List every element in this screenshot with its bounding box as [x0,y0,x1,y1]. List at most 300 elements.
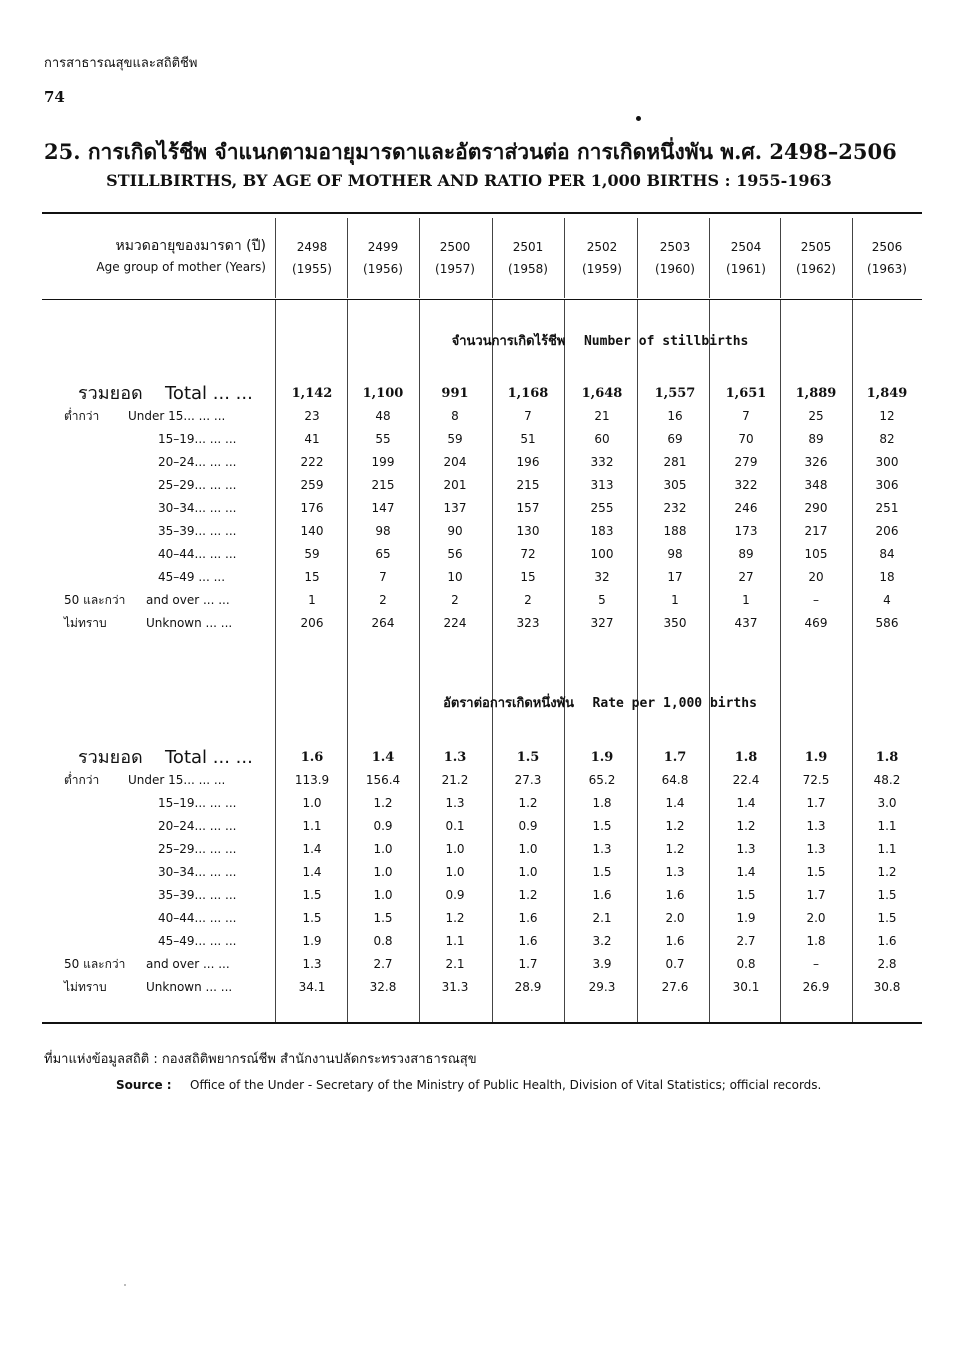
year-header [639,236,711,280]
table-cell: 82 [879,432,895,446]
table-cell: 1.9 [804,750,828,765]
table-cell: 29.3 [588,980,616,994]
row-label-english: 45–49... ... ... [158,934,237,948]
table-cell: 65.2 [588,773,616,787]
table-cell: 69 [667,432,683,446]
year-header [276,236,348,280]
table-title-thai: 25. การเกิดไร้ชีพ จำแนกตามอายุมารดาและอัตราส่วนต่อ การเกิดหนึ่งพัน พ.ศ. 2498–2506 [44,139,897,164]
row-label-english: and over ... ... [146,593,230,607]
table-cell: 1.8 [592,796,612,810]
table-bottom-rule [42,1022,922,1024]
table-cell: 48 [375,409,391,423]
table-cell: 323 [516,616,540,630]
table-cell: 65 [375,547,391,561]
table-row [0,907,966,930]
table-cell: 2.0 [665,911,685,925]
table-row [0,815,966,838]
table-cell: 1.3 [302,957,322,971]
row-label-english: 20–24... ... ... [158,819,237,833]
table-cell: 327 [590,616,614,630]
table-cell: 55 [375,432,391,446]
table-cell: 290 [804,501,828,515]
table-cell: 232 [663,501,687,515]
table-cell: 183 [590,524,614,538]
table-cell: 2 [451,593,459,607]
row-label-english: 25–29... ... ... [158,842,237,856]
table-cell: 27 [738,570,754,584]
table-row [0,474,966,497]
table-cell: 113.9 [294,773,330,787]
year-header-be: 2506 [871,240,903,254]
table-cell: 0.9 [518,819,538,833]
year-header-be: 2498 [296,240,328,254]
table-cell: 1.0 [445,865,465,879]
table-cell: 84 [879,547,895,561]
table-cell: 30.8 [873,980,901,994]
table-cell: 1.5 [516,750,540,765]
table-cell: 1.6 [877,934,897,948]
table-cell: 1.5 [736,888,756,902]
table-cell: 1.2 [665,819,685,833]
table-cell: 26.9 [802,980,830,994]
table-cell: 89 [808,432,824,446]
column-divider [564,218,565,298]
table-row [0,884,966,907]
year-header-ce: (1961) [726,262,766,276]
table-cell: 1.2 [518,888,538,902]
table-cell: 1.5 [592,819,612,833]
table-cell: 222 [300,455,324,469]
table-cell: 1,557 [654,386,696,401]
table-cell: 59 [447,432,463,446]
year-header-be: 2503 [659,240,691,254]
table-cell: 255 [590,501,614,515]
table-cell: 16 [667,409,683,423]
table-cell: 105 [804,547,828,561]
year-header-ce: (1959) [582,262,622,276]
row-label-thai: 50 และกว่า [64,593,126,607]
table-cell: 1,889 [795,386,837,401]
table-row [0,497,966,520]
row-label-english: 15–19... ... ... [158,432,237,446]
table-cell: 1.4 [736,796,756,810]
table-cell: 196 [516,455,540,469]
table-cell: 1.3 [592,842,612,856]
print-dot [636,116,641,121]
table-cell: 1.6 [300,750,324,765]
table-cell: 1,849 [866,386,908,401]
table-cell: 1.6 [665,934,685,948]
source-label: Source : [116,1078,172,1092]
table-cell: 41 [304,432,320,446]
table-cell: 224 [443,616,467,630]
table-cell: 23 [304,409,320,423]
table-cell: 7 [379,570,387,584]
table-cell: 1.1 [445,934,465,948]
source-text: Office of the Under - Secretary of the Ministry of Public Health, Division of Vital Statistics; official records. [190,1078,822,1092]
row-label-english: 45–49 ... ... [158,570,226,584]
table-cell: 2.7 [373,957,393,971]
table-cell: 2.8 [877,957,897,971]
section-heading-counts [280,330,920,351]
table-cell: 1.7 [518,957,538,971]
table-cell: 306 [875,478,899,492]
table-cell: 60 [594,432,610,446]
table-cell: 1.8 [734,750,758,765]
table-cell: 1.4 [302,842,322,856]
table-cell: 350 [663,616,687,630]
table-row [0,612,966,635]
table-cell: 206 [300,616,324,630]
table-cell: 991 [441,386,469,401]
table-cell: 27.3 [514,773,542,787]
table-cell: 3.9 [592,957,612,971]
table-cell: 215 [371,478,395,492]
table-cell: 59 [304,547,320,561]
table-cell: 1.0 [518,865,538,879]
year-header-be: 2499 [367,240,399,254]
table-cell: 469 [804,616,828,630]
table-cell: 2 [524,593,532,607]
table-cell: 8 [451,409,459,423]
table-cell: 1.0 [445,842,465,856]
table-cell: 0.8 [373,934,393,948]
row-label-thai: ไม่ทราบ [64,616,107,630]
year-header-ce: (1958) [508,262,548,276]
row-label-english: 25–29... ... ... [158,478,237,492]
stub-header-english: Age group of mother (Years) [96,260,266,274]
table-cell: 1,651 [725,386,767,401]
source-thai: ที่มาแห่งข้อมูลสถิติ : กองสถิติพยากรณ์ชีพ สำนักงานปลัดกระทรวงสาธารณสุข [44,1052,477,1067]
table-cell: 1.4 [302,865,322,879]
table-cell: 1.2 [373,796,393,810]
table-cell: 1.4 [371,750,395,765]
table-cell: 1.2 [736,819,756,833]
table-cell: 2 [379,593,387,607]
table-cell: 1.5 [302,911,322,925]
row-label-english: 20–24... ... ... [158,455,237,469]
row-label-thai: 50 และกว่า [64,957,126,971]
table-cell: 1.0 [373,865,393,879]
table-cell: 1.7 [663,750,687,765]
table-cell: 1 [671,593,679,607]
table-cell: 1.6 [592,888,612,902]
table-cell: 64.8 [661,773,689,787]
stub-header [44,236,266,278]
table-cell: 89 [738,547,754,561]
table-cell: 3.0 [877,796,897,810]
table-cell: 157 [516,501,540,515]
table-cell: 264 [371,616,395,630]
table-cell: 140 [300,524,324,538]
row-label-english: 30–34... ... ... [158,865,237,879]
table-cell: 1.5 [877,911,897,925]
table-row-total [0,746,966,769]
table-cell: 17 [667,570,683,584]
year-header-ce: (1956) [363,262,403,276]
table-cell: 2.7 [736,934,756,948]
table-cell: 28.9 [514,980,542,994]
table-cell: 7 [742,409,750,423]
row-label-english: 15–19... ... ... [158,796,237,810]
table-cell: 1.3 [736,842,756,856]
table-cell: 1.9 [736,911,756,925]
table-cell: 51 [520,432,536,446]
year-header-ce: (1962) [796,262,836,276]
table-cell: 1.7 [806,796,826,810]
table-cell: 1.3 [665,865,685,879]
table-cell: 279 [734,455,758,469]
table-cell: 4 [883,593,891,607]
table-cell: 1.5 [592,865,612,879]
table-cell: 313 [590,478,614,492]
table-cell: 305 [663,478,687,492]
table-cell: 15 [304,570,320,584]
table-cell: 31.3 [441,980,469,994]
table-cell: 1.2 [877,865,897,879]
table-cell: 1.0 [373,888,393,902]
year-header [566,236,638,280]
row-label-english: Unknown ... ... [146,616,233,630]
row-label-english: Total ... ... [165,747,253,768]
column-divider [780,218,781,298]
table-cell: 1.6 [518,911,538,925]
table-cell: 1.4 [736,865,756,879]
table-cell: 201 [443,478,467,492]
row-label-english: and over ... ... [146,957,230,971]
table-row [0,930,966,953]
table-cell: 156.4 [365,773,401,787]
table-cell: 199 [371,455,395,469]
table-cell: 98 [667,547,683,561]
table-cell: 204 [443,455,467,469]
table-cell: 32.8 [369,980,397,994]
table-cell: 326 [804,455,828,469]
table-cell: 56 [447,547,463,561]
row-label-english: Unknown ... ... [146,980,233,994]
table-cell: 332 [590,455,614,469]
table-cell: 1.9 [590,750,614,765]
source-english [116,1076,902,1095]
row-label-english: Under 15... ... ... [128,409,226,423]
year-header-be: 2504 [730,240,762,254]
table-row [0,520,966,543]
table-cell: 188 [663,524,687,538]
table-cell: 2.1 [592,911,612,925]
table-cell: 1.0 [373,842,393,856]
table-cell: 246 [734,501,758,515]
table-cell: 1,100 [362,386,404,401]
table-cell: 1,142 [291,386,333,401]
table-cell: 22.4 [732,773,760,787]
table-cell: 34.1 [298,980,326,994]
section-heading-rates-english: Rate per 1,000 births [592,696,757,711]
table-cell: 70 [738,432,754,446]
table-cell: 130 [516,524,540,538]
table-cell: 1.3 [445,796,465,810]
table-cell: 30.1 [732,980,760,994]
row-label-thai: รวมยอด [78,747,143,768]
table-row [0,792,966,815]
table-cell: 1,648 [581,386,623,401]
year-header-be: 2501 [512,240,544,254]
year-header [419,236,491,280]
table-cell: 1 [742,593,750,607]
year-header-ce: (1957) [435,262,475,276]
year-header-ce: (1955) [292,262,332,276]
table-cell: 206 [875,524,899,538]
table-row [0,428,966,451]
table-cell: 1.4 [665,796,685,810]
column-divider [419,218,420,298]
row-label-thai: ต่ำกว่า [64,773,100,787]
table-cell: 1.2 [665,842,685,856]
table-cell: 32 [594,570,610,584]
paper-speck [124,1284,126,1286]
section-heading-rates [280,692,920,713]
table-cell: 1.1 [877,819,897,833]
table-row [0,769,966,792]
table-cell: 147 [371,501,395,515]
row-label-english: Under 15... ... ... [128,773,226,787]
table-cell: 1.3 [806,842,826,856]
table-cell: 1 [308,593,316,607]
table-cell: 27.6 [661,980,689,994]
year-header [347,236,419,280]
table-cell: 0.7 [665,957,685,971]
table-cell: 48.2 [873,773,901,787]
table-cell: 0.9 [373,819,393,833]
table-cell: 300 [875,455,899,469]
table-cell: 10 [447,570,463,584]
table-cell: 1.0 [302,796,322,810]
table-row [0,543,966,566]
row-label-english: 30–34... ... ... [158,501,237,515]
table-cell: 2.0 [806,911,826,925]
table-cell: 176 [300,501,324,515]
year-header-be: 2505 [800,240,832,254]
column-divider [637,218,638,298]
table-header-rule [42,299,922,300]
table-cell: 20 [808,570,824,584]
table-cell: 281 [663,455,687,469]
table-cell: 1.3 [443,750,467,765]
section-heading-counts-english: Number of stillbirths [583,334,749,349]
table-row [0,838,966,861]
table-cell: 586 [875,616,899,630]
table-cell: 0.1 [445,819,465,833]
row-label-english: 35–39... ... ... [158,524,237,538]
table-row [0,953,966,976]
table-cell: 0.8 [736,957,756,971]
table-cell: 1.3 [806,819,826,833]
table-cell: 98 [375,524,391,538]
table-cell: 1.2 [518,796,538,810]
table-cell: 1.5 [806,865,826,879]
table-row [0,451,966,474]
running-head: การสาธารณสุขและสถิติชีพ [44,56,198,71]
table-cell: – [813,593,819,607]
year-header-be: 2500 [439,240,471,254]
table-cell: 100 [590,547,614,561]
column-divider [709,218,710,298]
section-heading-rates-thai: อัตราต่อการเกิดหนึ่งพัน [443,696,575,711]
table-cell: 251 [875,501,899,515]
table-cell: 2.1 [445,957,465,971]
table-cell: 173 [734,524,758,538]
table-row [0,976,966,999]
page-number: 74 [44,88,65,106]
table-top-rule [42,212,922,214]
table-cell: 259 [300,478,324,492]
section-heading-counts-thai: จำนวนการเกิดไร้ชีพ [451,334,566,349]
column-divider [852,218,853,298]
row-label-thai: รวมยอด [78,383,143,404]
table-cell: 1.1 [302,819,322,833]
table-cell: 1.5 [373,911,393,925]
table-cell: 15 [520,570,536,584]
row-label-english: 40–44... ... ... [158,911,237,925]
year-header [851,236,923,280]
table-cell: 1.5 [302,888,322,902]
table-cell: 1.7 [806,888,826,902]
row-label-thai: ต่ำกว่า [64,409,100,423]
table-row-total [0,382,966,405]
table-cell: 215 [516,478,540,492]
year-header-ce: (1960) [655,262,695,276]
table-cell: 348 [804,478,828,492]
row-label-english: 35–39... ... ... [158,888,237,902]
table-cell: – [813,957,819,971]
table-cell: 18 [879,570,895,584]
table-cell: 1.8 [875,750,899,765]
table-cell: 437 [734,616,758,630]
table-row [0,566,966,589]
year-header-be: 2502 [586,240,618,254]
table-cell: 12 [879,409,895,423]
table-cell: 3.2 [592,934,612,948]
column-divider [492,218,493,298]
year-header-ce: (1963) [867,262,907,276]
table-cell: 322 [734,478,758,492]
table-cell: 1.6 [665,888,685,902]
table-cell: 1.6 [518,934,538,948]
table-cell: 137 [443,501,467,515]
table-row [0,589,966,612]
row-label-english: 40–44... ... ... [158,547,237,561]
table-cell: 90 [447,524,463,538]
table-cell: 7 [524,409,532,423]
stub-header-thai: หมวดอายุของมารดา (ปี) [115,238,266,254]
table-cell: 25 [808,409,824,423]
column-divider [275,218,276,298]
table-cell: 21.2 [441,773,469,787]
year-header [492,236,564,280]
table-cell: 5 [598,593,606,607]
table-cell: 72.5 [802,773,830,787]
table-cell: 72 [520,547,536,561]
table-title-english: STILLBIRTHS, BY AGE OF MOTHER AND RATIO PER 1,000 BIRTHS : 1955-1963 [106,171,832,190]
column-divider [347,218,348,298]
table-cell: 217 [804,524,828,538]
table-cell: 1.5 [877,888,897,902]
table-cell: 1.0 [518,842,538,856]
table-cell: 1.2 [445,911,465,925]
table-cell: 1.9 [302,934,322,948]
row-label-thai: ไม่ทราบ [64,980,107,994]
table-row [0,405,966,428]
year-header [780,236,852,280]
